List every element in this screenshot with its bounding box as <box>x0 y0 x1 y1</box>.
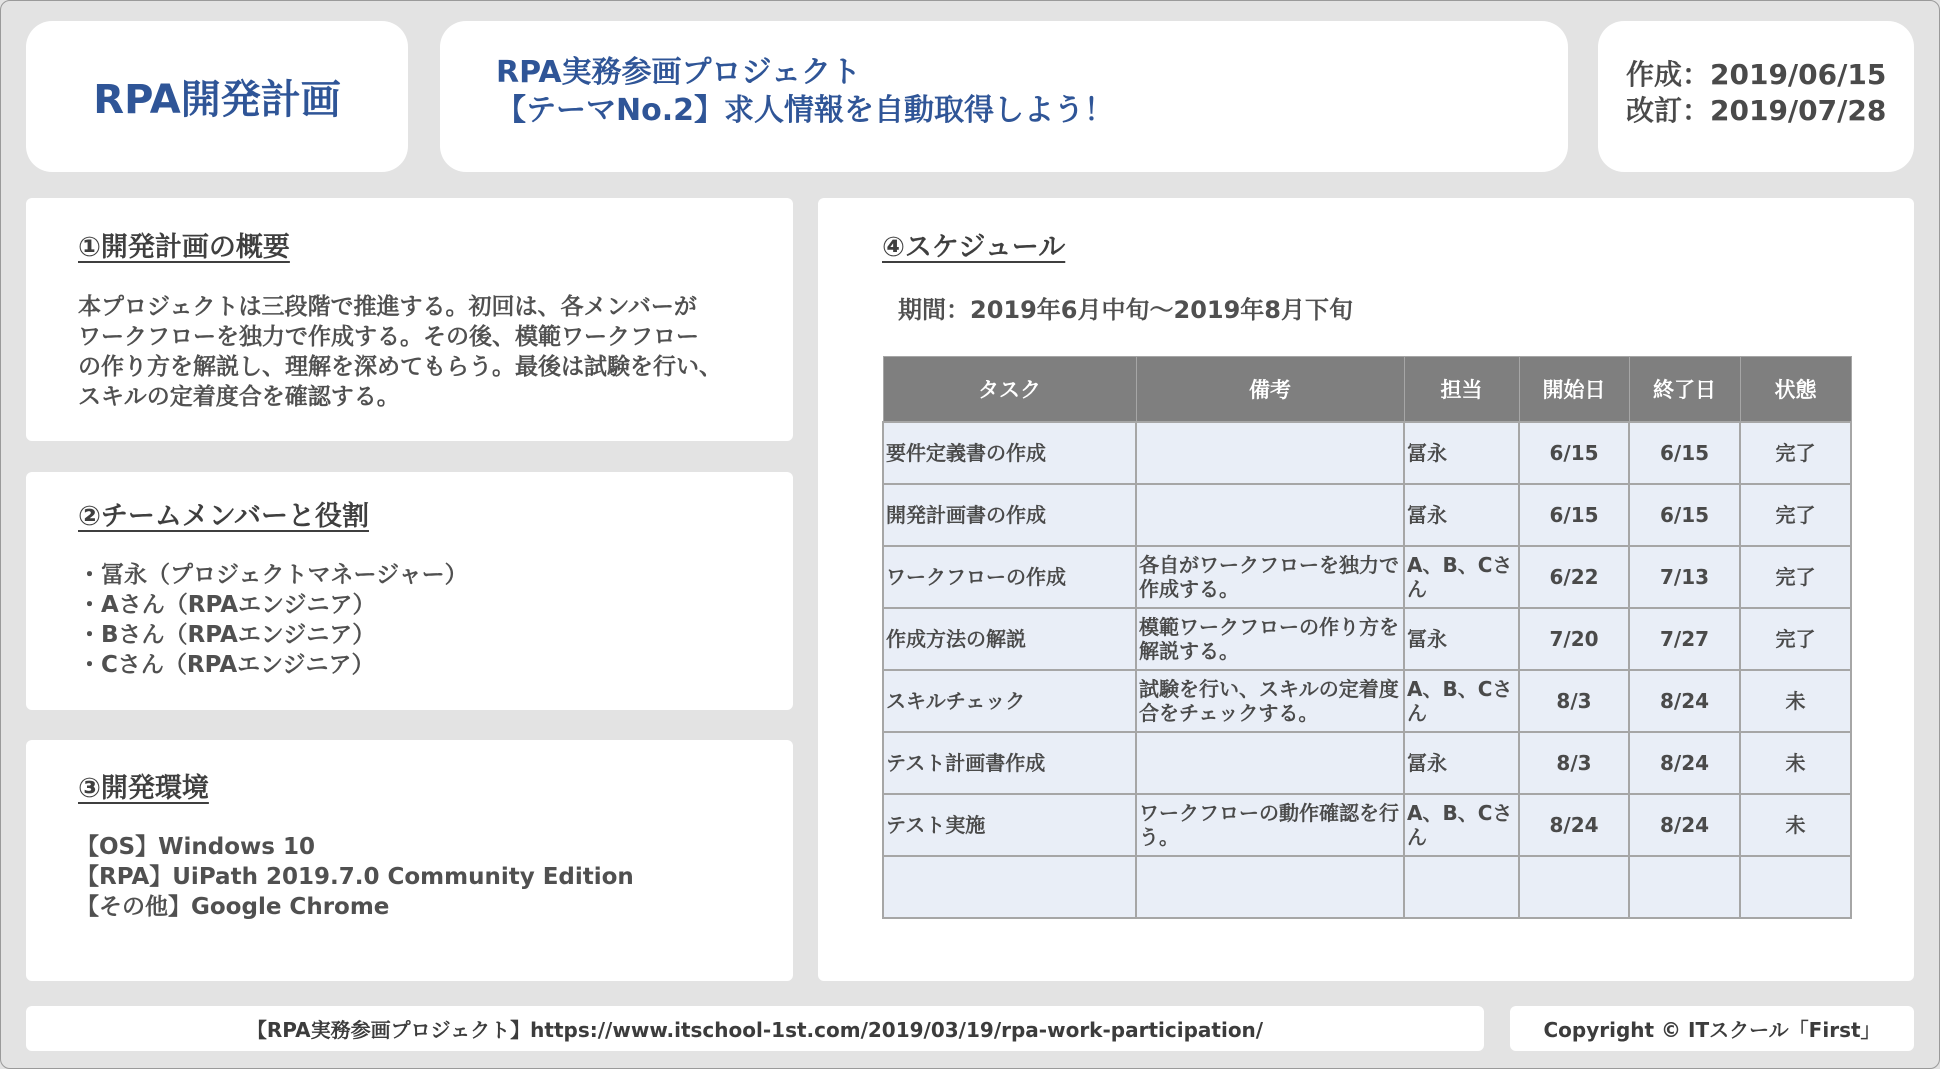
table-row <box>883 546 1851 608</box>
overview-heading: ①開発計画の概要 <box>78 232 290 263</box>
overview-line: ワークフローを独力で作成する。その後、模範ワークフロー <box>78 324 699 350</box>
footer-url: 【RPA実務参画プロジェクト】https://www.itschool-1st.com/2019/03/19/rpa-work-participation/ <box>246 1018 1264 1042</box>
environment-section <box>26 740 793 981</box>
owner-cell: A、B、Cさん <box>1404 670 1519 732</box>
table-row <box>883 484 1851 546</box>
member-item: ・Aさん（RPAエンジニア） <box>78 592 376 618</box>
status-cell: 完了 <box>1740 484 1851 546</box>
owner-cell <box>1404 856 1519 918</box>
dates-card <box>1598 21 1914 172</box>
members-heading: ②チームメンバーと役割 <box>78 501 369 532</box>
end-date-cell: 7/27 <box>1629 608 1740 670</box>
column-header-status: 状態 <box>1740 357 1851 423</box>
end-date-cell: 6/15 <box>1629 484 1740 546</box>
page-title: RPA開発計画 <box>93 77 341 123</box>
project-title <box>496 54 1114 130</box>
overview-section <box>26 198 793 441</box>
environment-heading: ③開発環境 <box>78 773 209 804</box>
note-cell <box>1136 422 1404 484</box>
project-name: RPA実務参画プロジェクト <box>496 55 861 90</box>
start-date-cell: 6/15 <box>1519 484 1629 546</box>
table-row <box>883 422 1851 484</box>
owner-cell: A、B、Cさん <box>1404 546 1519 608</box>
task-cell: ワークフローの作成 <box>883 546 1136 608</box>
start-date-cell <box>1519 856 1629 918</box>
status-cell: 未 <box>1740 794 1851 856</box>
title-card <box>26 21 408 172</box>
table-row <box>883 856 1851 918</box>
start-date-cell: 8/3 <box>1519 670 1629 732</box>
task-cell: 作成方法の解説 <box>883 608 1136 670</box>
environment-item: 【OS】Windows 10 <box>76 834 315 860</box>
note-cell: 試験を行い、スキルの定着度合をチェックする。 <box>1136 670 1404 732</box>
overview-text <box>78 292 722 412</box>
member-item: ・Bさん（RPAエンジニア） <box>78 622 376 648</box>
revised-date: 改訂：2019/07/28 <box>1626 94 1887 127</box>
note-cell <box>1136 484 1404 546</box>
column-header-owner: 担当 <box>1404 357 1519 423</box>
task-cell: スキルチェック <box>883 670 1136 732</box>
table-header-row <box>883 357 1851 423</box>
table-row <box>883 732 1851 794</box>
start-date-cell: 8/3 <box>1519 732 1629 794</box>
overview-line: 本プロジェクトは三段階で推進する。初回は、各メンバーが <box>78 294 697 320</box>
member-item: ・Cさん（RPAエンジニア） <box>78 652 375 678</box>
project-card <box>440 21 1568 172</box>
table-row <box>883 794 1851 856</box>
task-cell: テスト実施 <box>883 794 1136 856</box>
note-cell: 各自がワークフローを独力で作成する。 <box>1136 546 1404 608</box>
theme-title: 【テーマNo.2】求人情報を自動取得しよう！ <box>496 93 1114 128</box>
column-header-task: タスク <box>883 357 1136 423</box>
overview-line: の作り方を解説し、理解を深めてもらう。最後は試験を行い、 <box>78 354 722 380</box>
note-cell: ワークフローの動作確認を行う。 <box>1136 794 1404 856</box>
status-cell <box>1740 856 1851 918</box>
footer-url-card <box>26 1006 1484 1051</box>
task-cell: 開発計画書の作成 <box>883 484 1136 546</box>
start-date-cell: 6/15 <box>1519 422 1629 484</box>
members-list <box>78 560 468 680</box>
created-date: 作成：2019/06/15 <box>1626 58 1887 91</box>
environment-item: 【その他】Google Chrome <box>76 894 390 920</box>
environment-item: 【RPA】UiPath 2019.7.0 Community Edition <box>76 864 634 890</box>
footer-copyright: Copyright © ITスクール「First」 <box>1543 1018 1881 1042</box>
note-cell <box>1136 732 1404 794</box>
end-date-cell <box>1629 856 1740 918</box>
environment-list <box>76 832 634 922</box>
start-date-cell: 7/20 <box>1519 608 1629 670</box>
task-cell: 要件定義書の作成 <box>883 422 1136 484</box>
task-cell <box>883 856 1136 918</box>
end-date-cell: 8/24 <box>1629 794 1740 856</box>
column-header-end: 終了日 <box>1629 357 1740 423</box>
column-header-note: 備考 <box>1136 357 1404 423</box>
start-date-cell: 8/24 <box>1519 794 1629 856</box>
schedule-heading: ④スケジュール <box>882 232 1066 263</box>
overview-line: スキルの定着度合を確認する。 <box>78 384 400 410</box>
owner-cell: 冨永 <box>1404 732 1519 794</box>
start-date-cell: 6/22 <box>1519 546 1629 608</box>
table-row <box>883 670 1851 732</box>
status-cell: 未 <box>1740 732 1851 794</box>
owner-cell: 冨永 <box>1404 608 1519 670</box>
note-cell <box>1136 856 1404 918</box>
end-date-cell: 8/24 <box>1629 732 1740 794</box>
schedule-period: 期間：2019年6月中旬～2019年8月下旬 <box>898 296 1353 324</box>
member-item: ・冨永（プロジェクトマネージャー） <box>78 562 468 588</box>
owner-cell: 冨永 <box>1404 422 1519 484</box>
end-date-cell: 7/13 <box>1629 546 1740 608</box>
status-cell: 未 <box>1740 670 1851 732</box>
status-cell: 完了 <box>1740 608 1851 670</box>
schedule-table <box>882 356 1852 919</box>
table-row <box>883 608 1851 670</box>
owner-cell: A、B、Cさん <box>1404 794 1519 856</box>
status-cell: 完了 <box>1740 546 1851 608</box>
members-section <box>26 472 793 710</box>
schedule-section <box>818 198 1914 981</box>
status-cell: 完了 <box>1740 422 1851 484</box>
dates <box>1626 57 1886 129</box>
column-header-start: 開始日 <box>1519 357 1629 423</box>
footer-copyright-card <box>1510 1006 1914 1051</box>
end-date-cell: 8/24 <box>1629 670 1740 732</box>
owner-cell: 冨永 <box>1404 484 1519 546</box>
task-cell: テスト計画書作成 <box>883 732 1136 794</box>
end-date-cell: 6/15 <box>1629 422 1740 484</box>
note-cell: 模範ワークフローの作り方を解説する。 <box>1136 608 1404 670</box>
